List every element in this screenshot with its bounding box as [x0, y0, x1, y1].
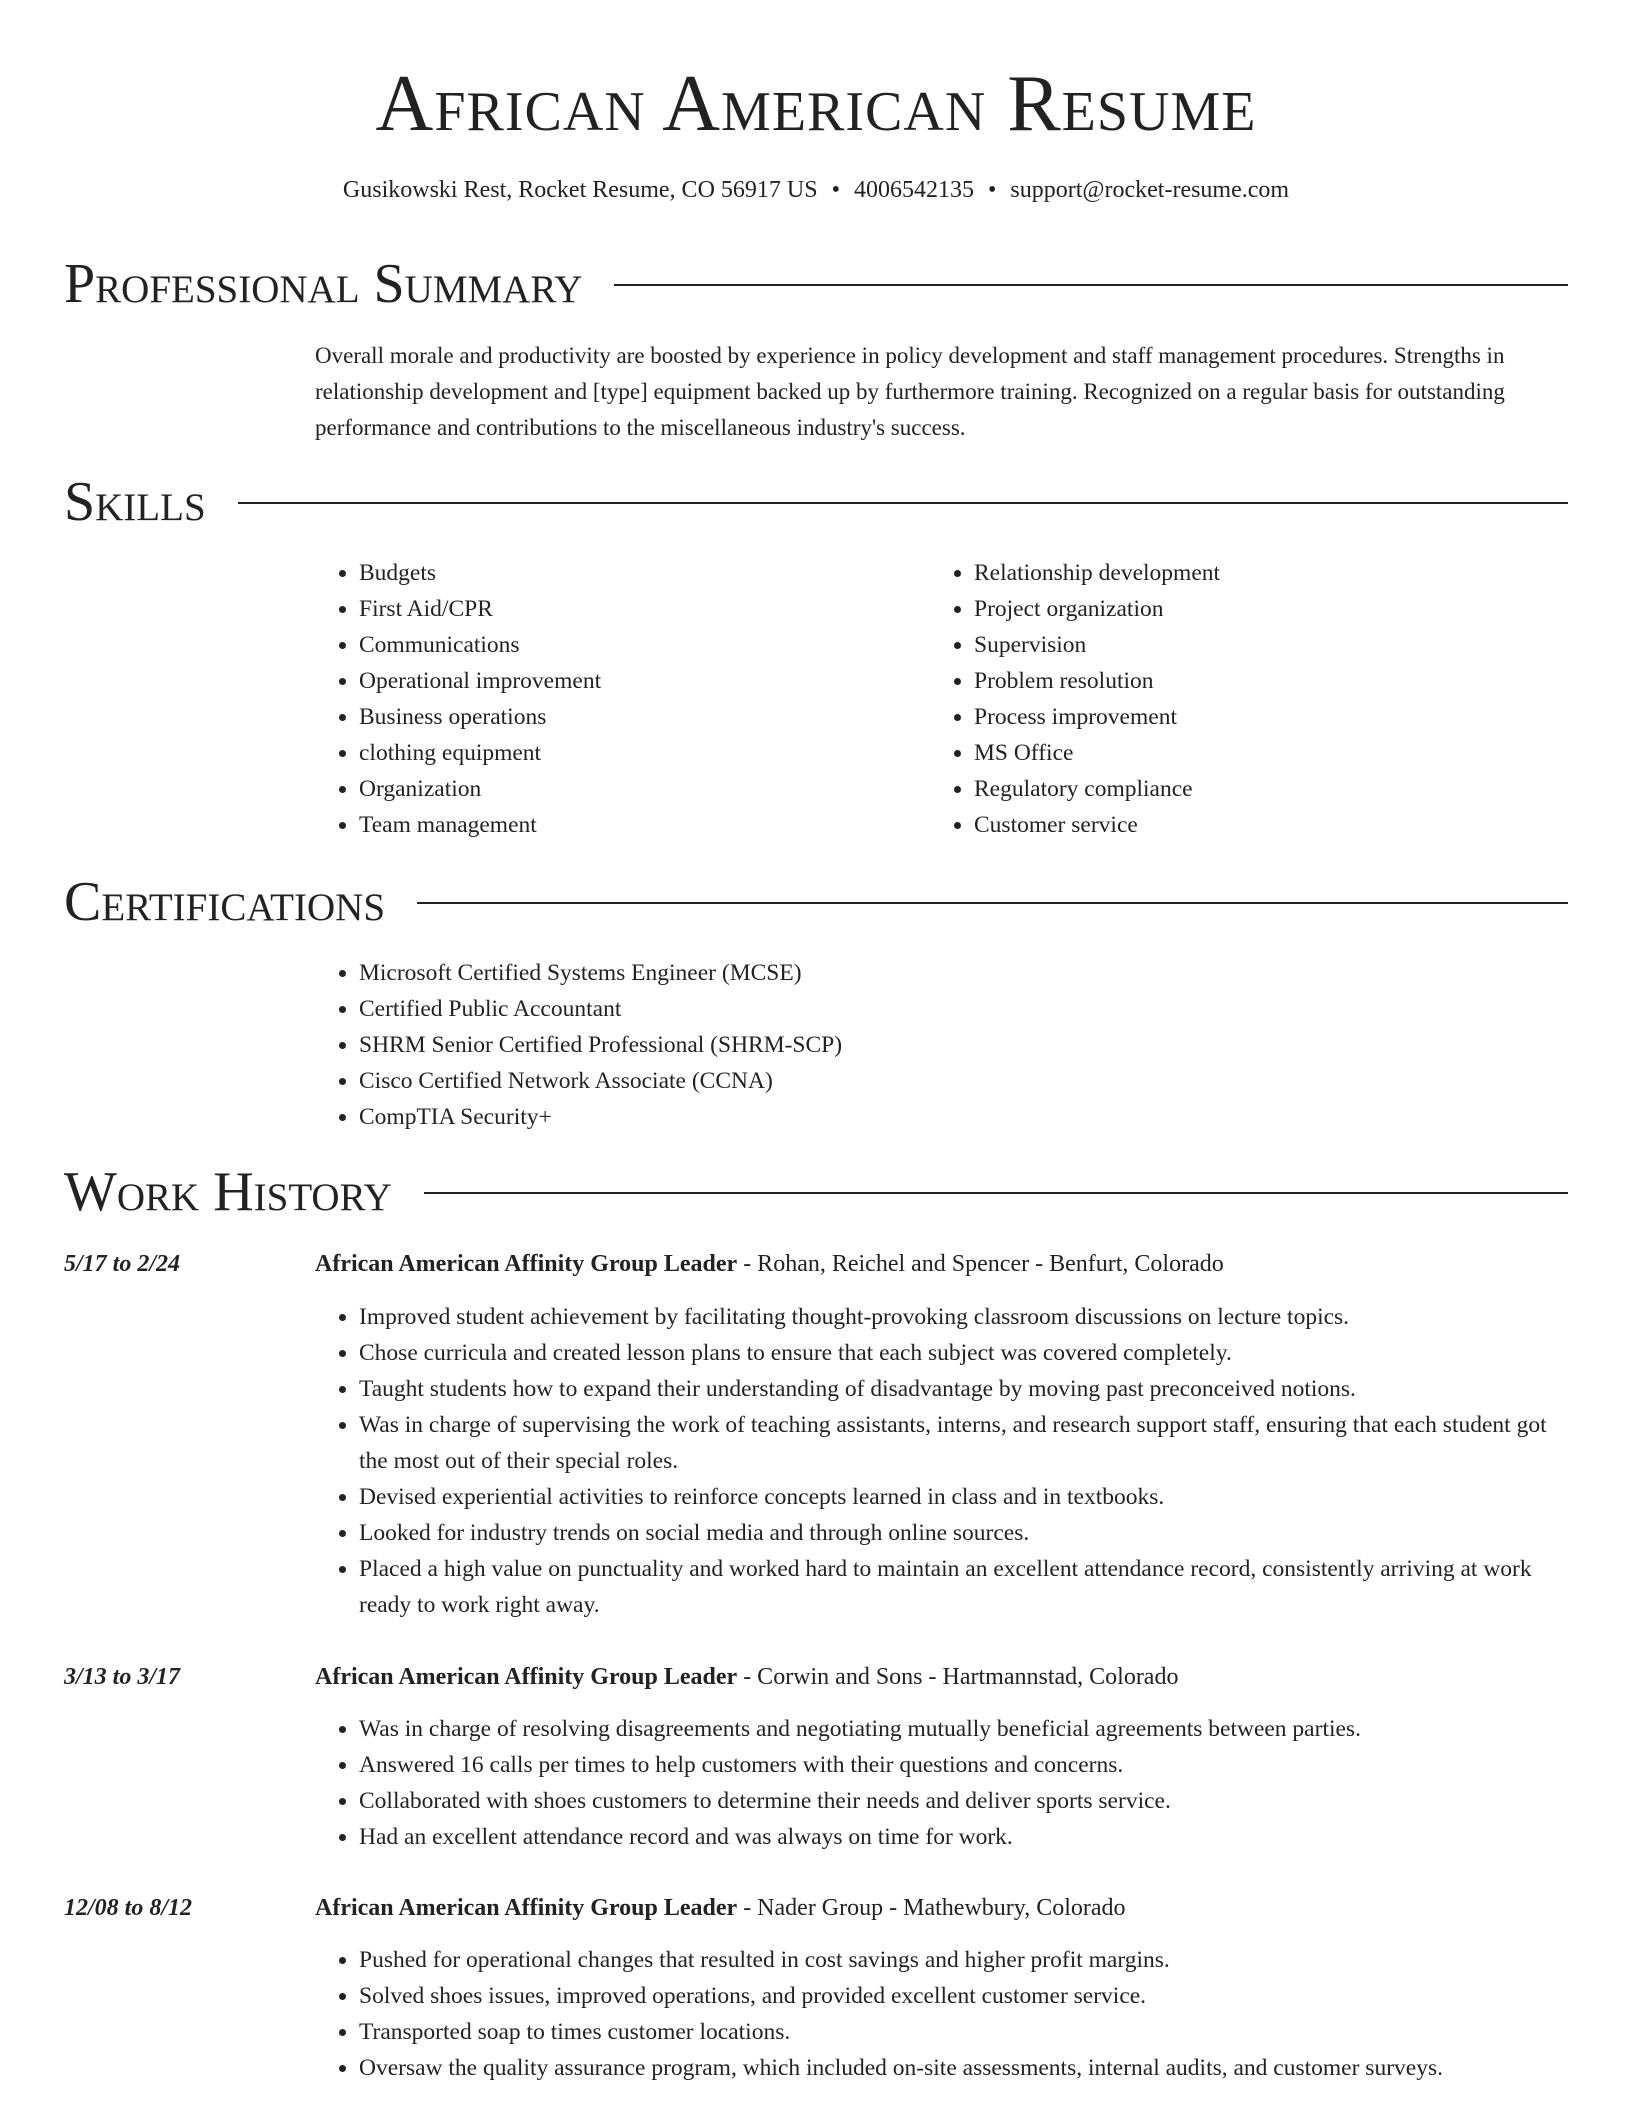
job-title-line	[315, 1659, 1178, 1695]
contact-address: Gusikowski Rest, Rocket Resume, CO 56917 US	[342, 177, 818, 203]
section-divider	[424, 1192, 1568, 1194]
skills-list-right	[930, 555, 1550, 843]
job-duty-item: • Was in charge of resolving disagreements and negotiating mutually beneficial agreements between parties.	[359, 1711, 1568, 1747]
skills-column-left	[315, 555, 915, 843]
skill-item: • Business operations	[359, 699, 915, 735]
certifications-block	[315, 955, 842, 1135]
section-divider	[417, 902, 1568, 904]
summary-text: Overall morale and productivity are boosted by experience in policy development and staff management procedures. Strengths in relationship development and [type] equipment backed up by furthermore training. Recognized on a regular basis for outstanding performance and contributions to the miscellaneous industry's success.	[315, 343, 1505, 440]
contact-separator: •	[831, 177, 840, 203]
job-dates: 5/17 to 2/24	[64, 1251, 181, 1277]
job-duty-item: • Collaborated with shoes customers to determine their needs and deliver sports service.	[359, 1783, 1568, 1819]
contact-phone: 4006542135	[853, 177, 974, 203]
job-duties	[315, 1299, 1568, 1623]
summary-section-header	[64, 252, 1568, 316]
job-role: African American Affinity Group Leader	[315, 1251, 738, 1277]
skills-column-right	[930, 555, 1550, 843]
contact-separator: •	[987, 177, 997, 203]
certification-item: • Certified Public Accountant	[359, 991, 842, 1027]
skill-item: • Operational improvement	[359, 663, 915, 699]
job-duty-item: • Placed a high value on punctuality and worked hard to maintain an excellent attendance record, consistently arriving at work ready to work right away.	[359, 1551, 1568, 1623]
job-duties	[315, 1711, 1568, 1855]
certifications-list	[315, 955, 842, 1135]
skills-list-left	[315, 555, 915, 843]
skill-item: • Relationship development	[974, 555, 1550, 591]
job-duty-item: • Answered 16 calls per times to help customers with their questions and concerns.	[359, 1747, 1568, 1783]
certification-item: • SHRM Senior Certified Professional (SHRM-SCP)	[359, 1027, 842, 1063]
skill-item: • clothing equipment	[359, 735, 915, 771]
skill-item: • Process improvement	[974, 699, 1550, 735]
certifications-section-title: Certifications	[64, 871, 386, 933]
job-title-line	[315, 1246, 1224, 1282]
section-divider	[238, 502, 1568, 504]
job-employer-location: - Nader Group - Mathewbury, Colorado	[737, 1895, 1126, 1921]
skill-item: • Supervision	[974, 627, 1550, 663]
job-duty-item: • Taught students how to expand their understanding of disadvantage by moving past preconceived notions.	[359, 1371, 1568, 1407]
job-duties-list	[315, 1299, 1568, 1623]
job-duties-list	[315, 1942, 1568, 2086]
job-duty-item: • Chose curricula and created lesson plans to ensure that each subject was covered completely.	[359, 1335, 1568, 1371]
job-duty-item: • Pushed for operational changes that resulted in cost savings and higher profit margins.	[359, 1942, 1568, 1978]
work-section-title: Work History	[64, 1161, 392, 1223]
job-duty-item: • Was in charge of supervising the work of teaching assistants, interns, and research support staff, ensuring that each student got the most out of their special roles.	[359, 1407, 1568, 1479]
job-duty-item: • Improved student achievement by facilitating thought-provoking classroom discussions on lecture topics.	[359, 1299, 1568, 1335]
job-duty-item: • Transported soap to times customer locations.	[359, 2014, 1568, 2050]
job-duties-list	[315, 1711, 1568, 1855]
skill-item: • First Aid/CPR	[359, 591, 915, 627]
job-duty-item: • Solved shoes issues, improved operations, and provided excellent customer service.	[359, 1978, 1568, 2014]
certification-item: • Cisco Certified Network Associate (CCNA)	[359, 1063, 842, 1099]
skill-item: • Customer service	[974, 807, 1550, 843]
section-divider	[614, 284, 1568, 286]
certification-item: • CompTIA Security+	[359, 1099, 842, 1135]
skill-item: • Problem resolution	[974, 663, 1550, 699]
skills-section-header	[64, 470, 1568, 534]
skill-item: • Organization	[359, 771, 915, 807]
job-duty-item: • Had an excellent attendance record and was always on time for work.	[359, 1819, 1568, 1855]
job-duty-item: • Looked for industry trends on social media and through online sources.	[359, 1515, 1568, 1551]
skill-item: • Project organization	[974, 591, 1550, 627]
summary-section-title: Professional Summary	[64, 253, 583, 315]
certifications-section-header	[64, 870, 1568, 934]
job-dates: 12/08 to 8/12	[64, 1895, 193, 1921]
skill-item: • Team management	[359, 807, 915, 843]
job-dates: 3/13 to 3/17	[64, 1664, 181, 1690]
skill-item: • Regulatory compliance	[974, 771, 1550, 807]
job-duty-item: • Devised experiential activities to reinforce concepts learned in class and in textbooks.	[359, 1479, 1568, 1515]
contact-email: support@rocket-resume.com	[1010, 177, 1290, 203]
skill-item: • Communications	[359, 627, 915, 663]
certification-item: • Microsoft Certified Systems Engineer (MCSE)	[359, 955, 842, 991]
contact-line	[0, 174, 1632, 206]
resume-name: African American Resume	[375, 60, 1257, 148]
job-role: African American Affinity Group Leader	[315, 1664, 738, 1690]
job-duty-item: • Oversaw the quality assurance program, which included on-site assessments, internal audits, and customer surveys.	[359, 2050, 1568, 2086]
job-title-line	[315, 1890, 1126, 1926]
skill-item: • Budgets	[359, 555, 915, 591]
job-duties	[315, 1942, 1568, 2086]
job-employer-location: - Rohan, Reichel and Spencer - Benfurt, Colorado	[737, 1251, 1224, 1277]
work-section-header	[64, 1160, 1568, 1224]
job-employer-location: - Corwin and Sons - Hartmannstad, Colorado	[737, 1664, 1179, 1690]
skill-item: • MS Office	[974, 735, 1550, 771]
job-role: African American Affinity Group Leader	[315, 1895, 738, 1921]
skills-section-title: Skills	[64, 471, 206, 533]
